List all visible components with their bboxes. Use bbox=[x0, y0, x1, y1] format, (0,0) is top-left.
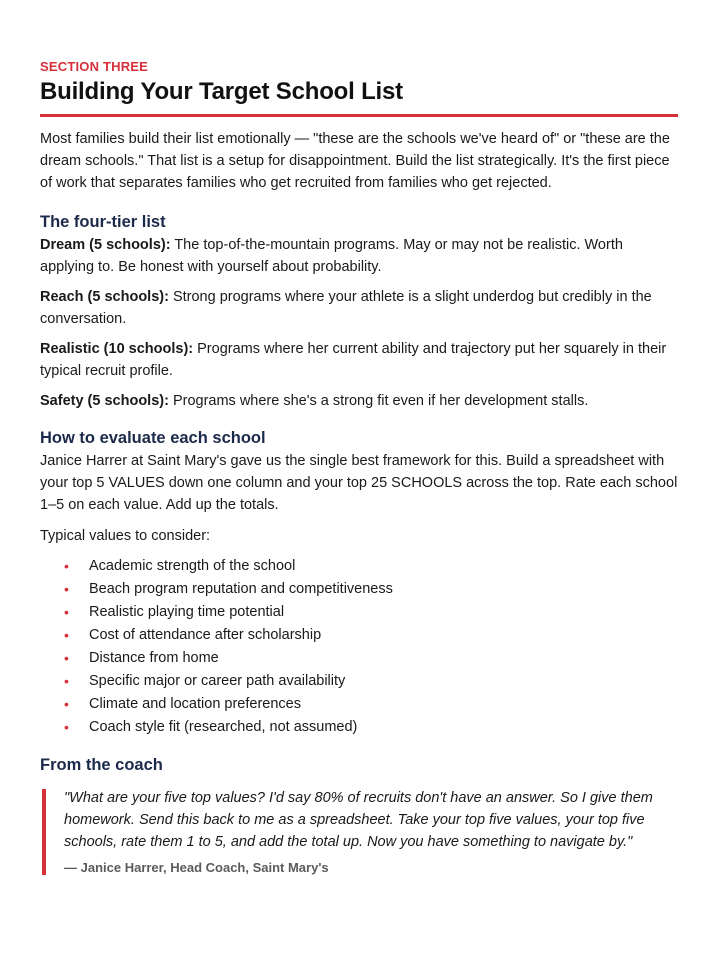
list-item-text: Distance from home bbox=[89, 650, 219, 666]
quote-attribution: — Janice Harrer, Head Coach, Saint Mary's bbox=[64, 860, 329, 875]
tier-label: Safety (5 schools): bbox=[40, 393, 169, 409]
tier-text: Programs where her current ability and trajectory put her squarely in their typical recruit profile. bbox=[40, 341, 667, 379]
bullet-icon: • bbox=[64, 650, 69, 666]
bullet-icon: • bbox=[64, 604, 69, 620]
list-item bbox=[40, 578, 680, 601]
list-item bbox=[40, 555, 680, 578]
quote-accent-bar bbox=[42, 789, 46, 875]
tier-text: Programs where she's a strong fit even if her development stalls. bbox=[168, 393, 589, 409]
list-item-text: Academic strength of the school bbox=[89, 558, 296, 574]
bullet-icon: • bbox=[64, 627, 69, 643]
evaluate-paragraph: Janice Harrer at Saint Mary's gave us the single best framework for this. Build a spreadsheet with your top 5 VALUES down one column and your top 25 SCHOOLS across the top. Rate each school 1–5 on each value. Add up the totals. bbox=[40, 453, 678, 513]
tier-text: Strong programs where your athlete is a slight underdog but credibly in the conversation. bbox=[40, 289, 652, 327]
list-item bbox=[40, 693, 680, 716]
tiers-heading: The four-tier list bbox=[40, 213, 166, 231]
values-list bbox=[40, 555, 680, 739]
document-body bbox=[40, 128, 680, 879]
list-item-text: Specific major or career path availability bbox=[89, 673, 346, 689]
evaluate-heading: How to evaluate each school bbox=[40, 429, 266, 447]
tier-list bbox=[40, 234, 680, 412]
bullet-icon: • bbox=[64, 558, 69, 574]
coach-quote-block bbox=[40, 787, 680, 879]
title-divider bbox=[40, 114, 678, 117]
values-intro: Typical values to consider: bbox=[40, 528, 211, 544]
list-item bbox=[40, 601, 680, 624]
list-item-text: Coach style fit (researched, not assumed) bbox=[89, 719, 358, 735]
tier-dream bbox=[40, 234, 680, 278]
tier-label: Reach (5 schools): bbox=[40, 289, 169, 305]
tier-safety bbox=[40, 390, 680, 412]
bullet-icon: • bbox=[64, 719, 69, 735]
bullet-icon: • bbox=[64, 673, 69, 689]
tier-text: The top-of-the-mountain programs. May or may not be realistic. Worth applying to. Be honest with yourself about probability. bbox=[40, 237, 623, 275]
intro-paragraph: Most families build their list emotionally — "these are the schools we've heard of" or "these are the dream schools." That list is a setup for disappointment. Build the list strategically. It's the first piece of work that separates families who get recruited from families who get rejected. bbox=[40, 131, 670, 191]
page-title: Building Your Target School List bbox=[40, 78, 403, 105]
list-item-text: Climate and location preferences bbox=[89, 696, 301, 712]
list-item-text: Cost of attendance after scholarship bbox=[89, 627, 322, 643]
bullet-icon: • bbox=[64, 581, 69, 597]
list-item-text: Beach program reputation and competitiveness bbox=[89, 581, 393, 597]
list-item-text: Realistic playing time potential bbox=[89, 604, 285, 620]
coach-heading: From the coach bbox=[40, 756, 163, 774]
tier-label: Realistic (10 schools): bbox=[40, 341, 194, 357]
list-item bbox=[40, 647, 680, 670]
section-eyebrow: SECTION THREE bbox=[40, 59, 149, 74]
list-item bbox=[40, 670, 680, 693]
tier-label: Dream (5 schools): bbox=[40, 237, 171, 253]
tier-reach bbox=[40, 286, 680, 330]
coach-quote: "What are your five top values? I'd say 80% of recruits don't have an answer. So I give them homework. Send this back to me as a spreadsheet. Take your top five values, your top five schools, rate them 1 to 5, and add the total up. Now you have something to navigate by." bbox=[64, 790, 653, 850]
bullet-icon: • bbox=[64, 696, 69, 712]
list-item bbox=[40, 624, 680, 647]
tier-realistic bbox=[40, 338, 680, 382]
list-item bbox=[40, 716, 680, 739]
